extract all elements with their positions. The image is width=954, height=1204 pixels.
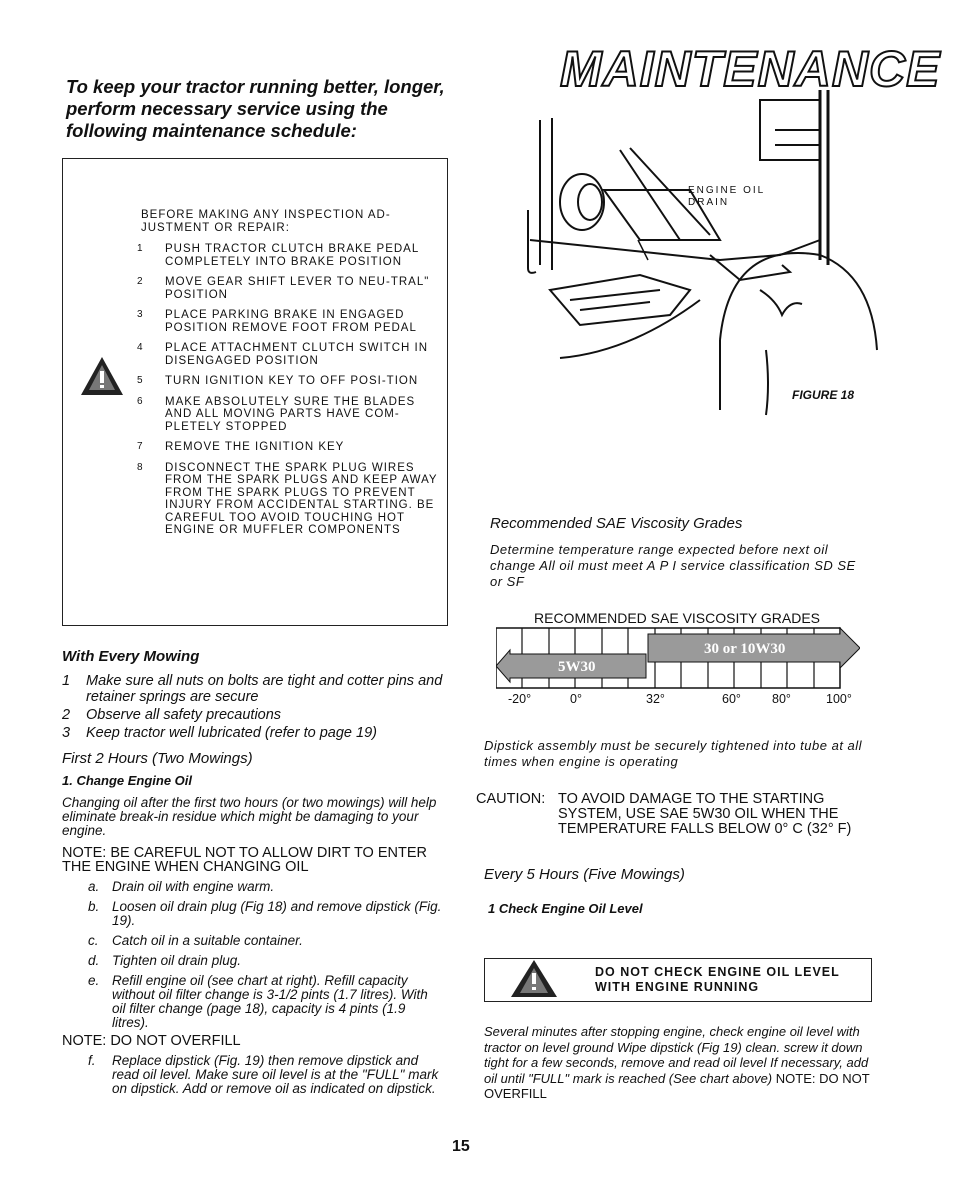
intro-text: To keep your tractor running better, longer, perform necessary service using the following maintenance schedule: [66, 76, 445, 141]
safety-step: 6 MAKE ABSOLUTELY SURE THE BLADES AND ALL MOVING PARTS HAVE COM-PLETELY STOPPED [137, 395, 416, 433]
first-hours-heading: First 2 Hours (Two Mowings) [62, 750, 253, 767]
chart-title: RECOMMENDED SAE VISCOSITY GRADES [534, 610, 821, 626]
five-hours-para: Several minutes after stopping engine, check engine oil level with tractor on level ground Wipe dipstick (Fig 19) clean. screw it down tight for a few seconds, remove and read oil level If necessary, add oil until "FULL" mark is reached (See chart above) [484, 1024, 869, 1086]
safety-step: 3 PLACE PARKING BRAKE IN ENGAGED POSITION REMOVE FOOT FROM PEDAL [137, 309, 417, 334]
sae-para: Determine temperature range expected before next oil change All oil must meet A P I service classification SD SE or SF [490, 542, 856, 589]
tick-label: 100° [826, 692, 852, 706]
five-hours-sub: 1 Check Engine Oil Level [488, 901, 643, 916]
five-hours-section [484, 866, 874, 916]
safety-steps [137, 243, 439, 545]
tick-label: 60° [722, 692, 741, 706]
figure-label: ENGINE OIL DRAIN [688, 185, 765, 208]
safety-step: 5 TURN IGNITION KEY TO OFF POSI-TION [137, 375, 419, 387]
safety-step: 4 PLACE ATTACHMENT CLUTCH SWITCH IN DISENGAGED POSITION [137, 342, 429, 367]
first-hours-para: Changing oil after the first two hours (or two mowings) will help eliminate break-in residue which might be damaging to your engine. [62, 795, 437, 838]
safety-step: 2 MOVE GEAR SHIFT LEVER TO NEU-TRAL" POSITION [137, 276, 430, 301]
list-item: 1 Make sure all nuts on bolts are tight and cotter pins and retainer springs are secure [62, 673, 443, 705]
sae-section [490, 515, 870, 590]
five-hours-para-block [484, 1024, 870, 1102]
every-mowing-section [62, 648, 444, 743]
note-dirt: NOTE: BE CAREFUL NOT TO ALLOW DIRT TO ENTER THE ENGINE WHEN CHANGING OIL [62, 845, 427, 875]
tick-label: 0° [570, 692, 582, 706]
warning-box [484, 958, 872, 1002]
page-title: MAINTENANCE [560, 41, 941, 97]
tick-label: 32° [646, 692, 665, 706]
list-item: f. Replace dipstick (Fig. 19) then remove dipstick and read oil level. Make sure oil level is at the "FULL" mark on dipstick. Add or remove oil as indicated on dipstick. [88, 1053, 439, 1096]
caution-label: CAUTION: [476, 791, 546, 807]
caution-text: TO AVOID DAMAGE TO THE STARTING SYSTEM, USE SAE 5W30 OIL WHEN THE TEMPERATURE FALLS BELOW 0° C (32° F) [558, 791, 852, 837]
list-item: d. Tighten oil drain plug. [88, 953, 241, 968]
figure-18-illustration [520, 90, 880, 420]
list-item: b. Loosen oil drain plug (Fig 18) and remove dipstick (Fig. 19). [88, 899, 442, 928]
tick-label: 80° [772, 692, 791, 706]
dipstick-note: Dipstick assembly must be securely tightened into tube at all times when engine is operating [484, 738, 863, 769]
first-hours-sub: 1. Change Engine Oil [62, 773, 193, 788]
page-number: 15 [452, 1138, 470, 1155]
safety-step: 1 PUSH TRACTOR CLUTCH BRAKE PEDAL COMPLETELY INTO BRAKE POSITION [137, 243, 419, 268]
five-hours-heading: Every 5 Hours (Five Mowings) [484, 866, 685, 883]
list-item: a. Drain oil with engine warm. [88, 879, 275, 894]
warning-triangle-icon [79, 355, 125, 397]
grade-label-low: 5W30 [558, 659, 596, 675]
list-item: 3 Keep tractor well lubricated (refer to page 19) [62, 725, 377, 741]
grade-label-high: 30 or 10W30 [704, 641, 786, 657]
safety-step: 7 REMOVE THE IGNITION KEY [137, 441, 345, 453]
tick-label: -20° [508, 692, 532, 706]
safety-box [62, 158, 448, 626]
tick-labels [508, 692, 868, 708]
warning-triangle-icon [509, 959, 559, 999]
warning-text: DO NOT CHECK ENGINE OIL LEVEL WITH ENGINE RUNNING [595, 965, 840, 994]
list-item: e. Refill engine oil (see chart at right). Refill capacity without oil filter change is 3-1/2 pints (1.7 litres). With oil filter change (page 18), capacity is 4 pints (1.9 litres). [88, 973, 428, 1030]
viscosity-chart [496, 624, 860, 692]
safety-heading: BEFORE MAKING ANY INSPECTION AD-JUSTMENT OR REPAIR: [141, 209, 391, 234]
five-hours-note: NOTE: DO NOT OVERFILL [484, 1070, 870, 1101]
figure-caption: FIGURE 18 [792, 388, 855, 402]
every-mowing-heading: With Every Mowing [62, 648, 200, 665]
sae-heading: Recommended SAE Viscosity Grades [490, 515, 743, 532]
first-hours-section [62, 750, 444, 1098]
caution-block [476, 792, 876, 837]
list-item: 2 Observe all safety precautions [62, 707, 282, 723]
note-overfill: NOTE: DO NOT OVERFILL [62, 1033, 241, 1049]
safety-step: 8 DISCONNECT THE SPARK PLUG WIRES FROM THE SPARK PLUGS AND KEEP AWAY FROM THE SPARK PLUGS TO PREVENT INJURY FROM ACCIDENTAL STARTING. BE CAREFUL TOO AVOID TOUCHING HOT ENGINE OR MUFFLER COMPONENTS [137, 461, 438, 536]
list-item: c. Catch oil in a suitable container. [88, 933, 303, 948]
